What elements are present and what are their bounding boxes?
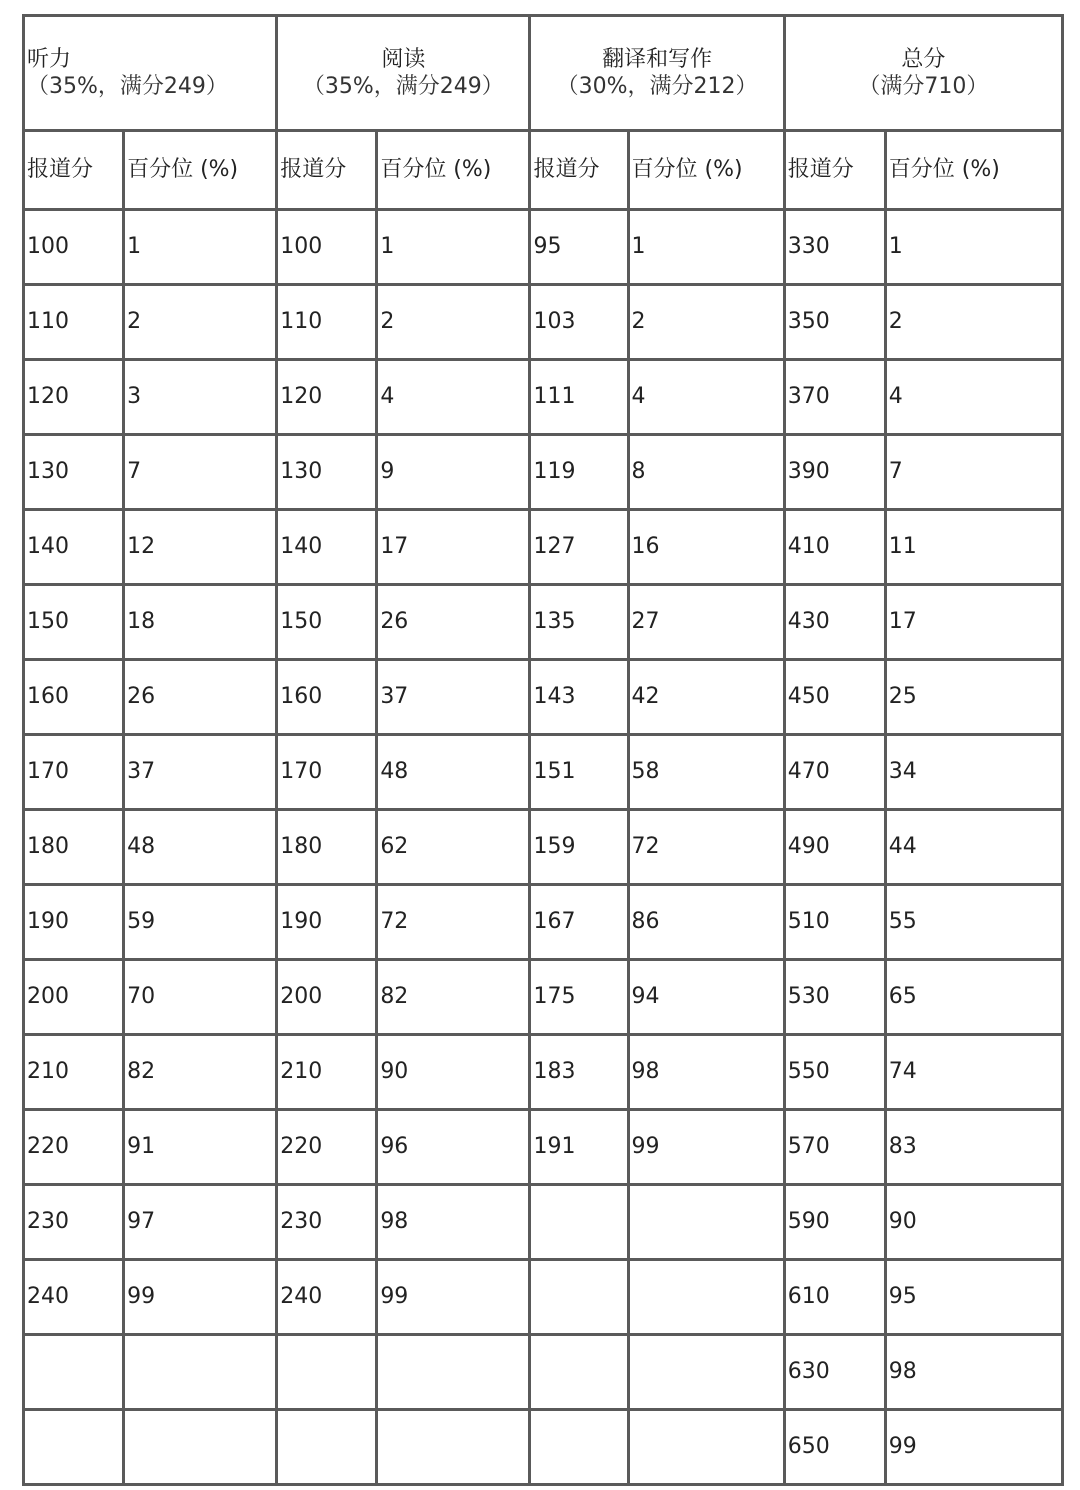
reading-score-cell: 120 [278, 361, 375, 433]
reading-score-cell: 110 [278, 286, 375, 358]
reading-percentile-cell: 37 [378, 661, 528, 733]
table-row [25, 211, 1061, 283]
listening-percentile-cell: 70 [125, 961, 275, 1033]
total-percentile-cell: 95 [887, 1261, 1061, 1333]
sub-header-percentile: 百分位 (%) [887, 132, 1061, 208]
listening-percentile-cell: 18 [125, 586, 275, 658]
translation-writing-percentile-cell [630, 1336, 783, 1408]
listening-percentile-cell: 2 [125, 286, 275, 358]
translation-writing-score-cell: 127 [531, 511, 626, 583]
listening-percentile-cell: 37 [125, 736, 275, 808]
translation-writing-percentile-cell: 27 [630, 586, 783, 658]
reading-percentile-cell: 1 [378, 211, 528, 283]
total-score-cell: 510 [786, 886, 884, 958]
table-row [25, 436, 1061, 508]
reading-score-cell [278, 1336, 375, 1408]
total-score-cell: 650 [786, 1411, 884, 1483]
total-score-cell: 490 [786, 811, 884, 883]
listening-score-cell: 150 [25, 586, 122, 658]
total-percentile-cell: 2 [887, 286, 1061, 358]
total-score-cell: 430 [786, 586, 884, 658]
translation-writing-percentile-cell: 58 [630, 736, 783, 808]
group-note: （30%，满分212） [556, 74, 758, 99]
translation-writing-score-cell [531, 1186, 626, 1258]
group-header-row [25, 17, 1061, 129]
table-row [25, 811, 1061, 883]
reading-percentile-cell: 62 [378, 811, 528, 883]
translation-writing-score-cell: 151 [531, 736, 626, 808]
translation-writing-percentile-cell: 86 [630, 886, 783, 958]
translation-writing-percentile-cell [630, 1261, 783, 1333]
listening-score-cell: 180 [25, 811, 122, 883]
total-percentile-cell: 7 [887, 436, 1061, 508]
reading-percentile-cell: 96 [378, 1111, 528, 1183]
reading-percentile-cell: 9 [378, 436, 528, 508]
listening-percentile-cell: 91 [125, 1111, 275, 1183]
total-percentile-cell: 65 [887, 961, 1061, 1033]
sub-header-score: 报道分 [786, 132, 884, 208]
listening-score-cell: 120 [25, 361, 122, 433]
listening-score-cell [25, 1411, 122, 1483]
reading-score-cell: 140 [278, 511, 375, 583]
listening-percentile-cell: 1 [125, 211, 275, 283]
listening-score-cell: 110 [25, 286, 122, 358]
reading-percentile-cell: 99 [378, 1261, 528, 1333]
listening-score-cell [25, 1336, 122, 1408]
table-row [25, 1411, 1061, 1483]
translation-writing-percentile-cell: 1 [630, 211, 783, 283]
total-score-cell: 550 [786, 1036, 884, 1108]
table-row [25, 361, 1061, 433]
total-score-cell: 330 [786, 211, 884, 283]
listening-percentile-cell [125, 1411, 275, 1483]
table-row [25, 661, 1061, 733]
reading-percentile-cell [378, 1336, 528, 1408]
total-score-cell: 610 [786, 1261, 884, 1333]
sub-header-percentile: 百分位 (%) [125, 132, 275, 208]
total-percentile-cell: 74 [887, 1036, 1061, 1108]
table-row [25, 736, 1061, 808]
reading-percentile-cell: 90 [378, 1036, 528, 1108]
translation-writing-percentile-cell: 2 [630, 286, 783, 358]
listening-score-cell: 200 [25, 961, 122, 1033]
listening-percentile-cell: 97 [125, 1186, 275, 1258]
total-percentile-cell: 99 [887, 1411, 1061, 1483]
translation-writing-percentile-cell: 4 [630, 361, 783, 433]
group-name: 总分 [901, 46, 946, 72]
total-score-cell: 350 [786, 286, 884, 358]
table-row [25, 286, 1061, 358]
table-row [25, 586, 1061, 658]
score-percentile-table [22, 14, 1064, 1486]
listening-percentile-cell: 7 [125, 436, 275, 508]
translation-writing-percentile-cell: 42 [630, 661, 783, 733]
group-name: 听力 [27, 46, 72, 72]
group-note: （35%，满分249） [27, 74, 228, 99]
reading-percentile-cell [378, 1411, 528, 1483]
total-percentile-cell: 44 [887, 811, 1061, 883]
reading-score-cell: 180 [278, 811, 375, 883]
total-percentile-cell: 17 [887, 586, 1061, 658]
group-header-translation-writing [531, 17, 782, 129]
reading-percentile-cell: 82 [378, 961, 528, 1033]
table-row [25, 1336, 1061, 1408]
translation-writing-score-cell: 159 [531, 811, 626, 883]
total-score-cell: 450 [786, 661, 884, 733]
total-percentile-cell: 83 [887, 1111, 1061, 1183]
translation-writing-percentile-cell: 16 [630, 511, 783, 583]
listening-score-cell: 220 [25, 1111, 122, 1183]
reading-score-cell: 230 [278, 1186, 375, 1258]
translation-writing-score-cell: 119 [531, 436, 626, 508]
reading-score-cell: 240 [278, 1261, 375, 1333]
table-row [25, 961, 1061, 1033]
total-score-cell: 530 [786, 961, 884, 1033]
reading-score-cell: 220 [278, 1111, 375, 1183]
listening-percentile-cell: 82 [125, 1036, 275, 1108]
sub-header-percentile: 百分位 (%) [630, 132, 783, 208]
total-percentile-cell: 4 [887, 361, 1061, 433]
table-row [25, 511, 1061, 583]
reading-percentile-cell: 4 [378, 361, 528, 433]
translation-writing-percentile-cell: 8 [630, 436, 783, 508]
listening-score-cell: 210 [25, 1036, 122, 1108]
reading-percentile-cell: 26 [378, 586, 528, 658]
reading-score-cell: 130 [278, 436, 375, 508]
reading-score-cell: 200 [278, 961, 375, 1033]
sub-header-row [25, 132, 1061, 208]
total-score-cell: 590 [786, 1186, 884, 1258]
translation-writing-score-cell: 95 [531, 211, 626, 283]
group-name: 阅读 [381, 46, 426, 72]
translation-writing-percentile-cell: 99 [630, 1111, 783, 1183]
reading-score-cell [278, 1411, 375, 1483]
listening-percentile-cell: 99 [125, 1261, 275, 1333]
sub-header-score: 报道分 [531, 132, 626, 208]
listening-score-cell: 170 [25, 736, 122, 808]
listening-percentile-cell: 59 [125, 886, 275, 958]
table-row [25, 1261, 1061, 1333]
listening-percentile-cell [125, 1336, 275, 1408]
group-name: 翻译和写作 [602, 46, 713, 72]
total-score-cell: 410 [786, 511, 884, 583]
translation-writing-score-cell: 143 [531, 661, 626, 733]
reading-score-cell: 160 [278, 661, 375, 733]
listening-score-cell: 230 [25, 1186, 122, 1258]
sub-header-score: 报道分 [278, 132, 375, 208]
translation-writing-percentile-cell: 72 [630, 811, 783, 883]
reading-score-cell: 100 [278, 211, 375, 283]
listening-score-cell: 190 [25, 886, 122, 958]
listening-percentile-cell: 12 [125, 511, 275, 583]
total-score-cell: 470 [786, 736, 884, 808]
total-percentile-cell: 55 [887, 886, 1061, 958]
sub-header-score: 报道分 [25, 132, 122, 208]
reading-percentile-cell: 72 [378, 886, 528, 958]
table-row [25, 1186, 1061, 1258]
reading-percentile-cell: 48 [378, 736, 528, 808]
listening-score-cell: 160 [25, 661, 122, 733]
listening-score-cell: 100 [25, 211, 122, 283]
listening-percentile-cell: 3 [125, 361, 275, 433]
total-percentile-cell: 25 [887, 661, 1061, 733]
translation-writing-percentile-cell [630, 1411, 783, 1483]
total-score-cell: 370 [786, 361, 884, 433]
reading-score-cell: 150 [278, 586, 375, 658]
reading-percentile-cell: 2 [378, 286, 528, 358]
total-score-cell: 630 [786, 1336, 884, 1408]
group-header-reading [278, 17, 528, 129]
listening-score-cell: 130 [25, 436, 122, 508]
group-header-total [786, 17, 1061, 129]
translation-writing-percentile-cell [630, 1186, 783, 1258]
listening-percentile-cell: 26 [125, 661, 275, 733]
total-percentile-cell: 98 [887, 1336, 1061, 1408]
group-note: （满分710） [858, 74, 989, 99]
group-note: （35%，满分249） [302, 74, 504, 99]
reading-percentile-cell: 98 [378, 1186, 528, 1258]
table-row [25, 1111, 1061, 1183]
group-header-listening [25, 17, 275, 129]
listening-score-cell: 140 [25, 511, 122, 583]
translation-writing-score-cell: 167 [531, 886, 626, 958]
reading-score-cell: 170 [278, 736, 375, 808]
total-percentile-cell: 1 [887, 211, 1061, 283]
translation-writing-score-cell: 183 [531, 1036, 626, 1108]
listening-percentile-cell: 48 [125, 811, 275, 883]
table-row [25, 1036, 1061, 1108]
total-percentile-cell: 11 [887, 511, 1061, 583]
reading-score-cell: 190 [278, 886, 375, 958]
total-score-cell: 570 [786, 1111, 884, 1183]
total-percentile-cell: 90 [887, 1186, 1061, 1258]
translation-writing-score-cell [531, 1411, 626, 1483]
translation-writing-score-cell: 191 [531, 1111, 626, 1183]
total-score-cell: 390 [786, 436, 884, 508]
translation-writing-score-cell [531, 1261, 626, 1333]
sub-header-percentile: 百分位 (%) [378, 132, 528, 208]
translation-writing-score-cell: 111 [531, 361, 626, 433]
reading-percentile-cell: 17 [378, 511, 528, 583]
translation-writing-score-cell: 103 [531, 286, 626, 358]
translation-writing-score-cell: 175 [531, 961, 626, 1033]
translation-writing-percentile-cell: 94 [630, 961, 783, 1033]
translation-writing-percentile-cell: 98 [630, 1036, 783, 1108]
listening-score-cell: 240 [25, 1261, 122, 1333]
total-percentile-cell: 34 [887, 736, 1061, 808]
table-row [25, 886, 1061, 958]
reading-score-cell: 210 [278, 1036, 375, 1108]
translation-writing-score-cell: 135 [531, 586, 626, 658]
translation-writing-score-cell [531, 1336, 626, 1408]
